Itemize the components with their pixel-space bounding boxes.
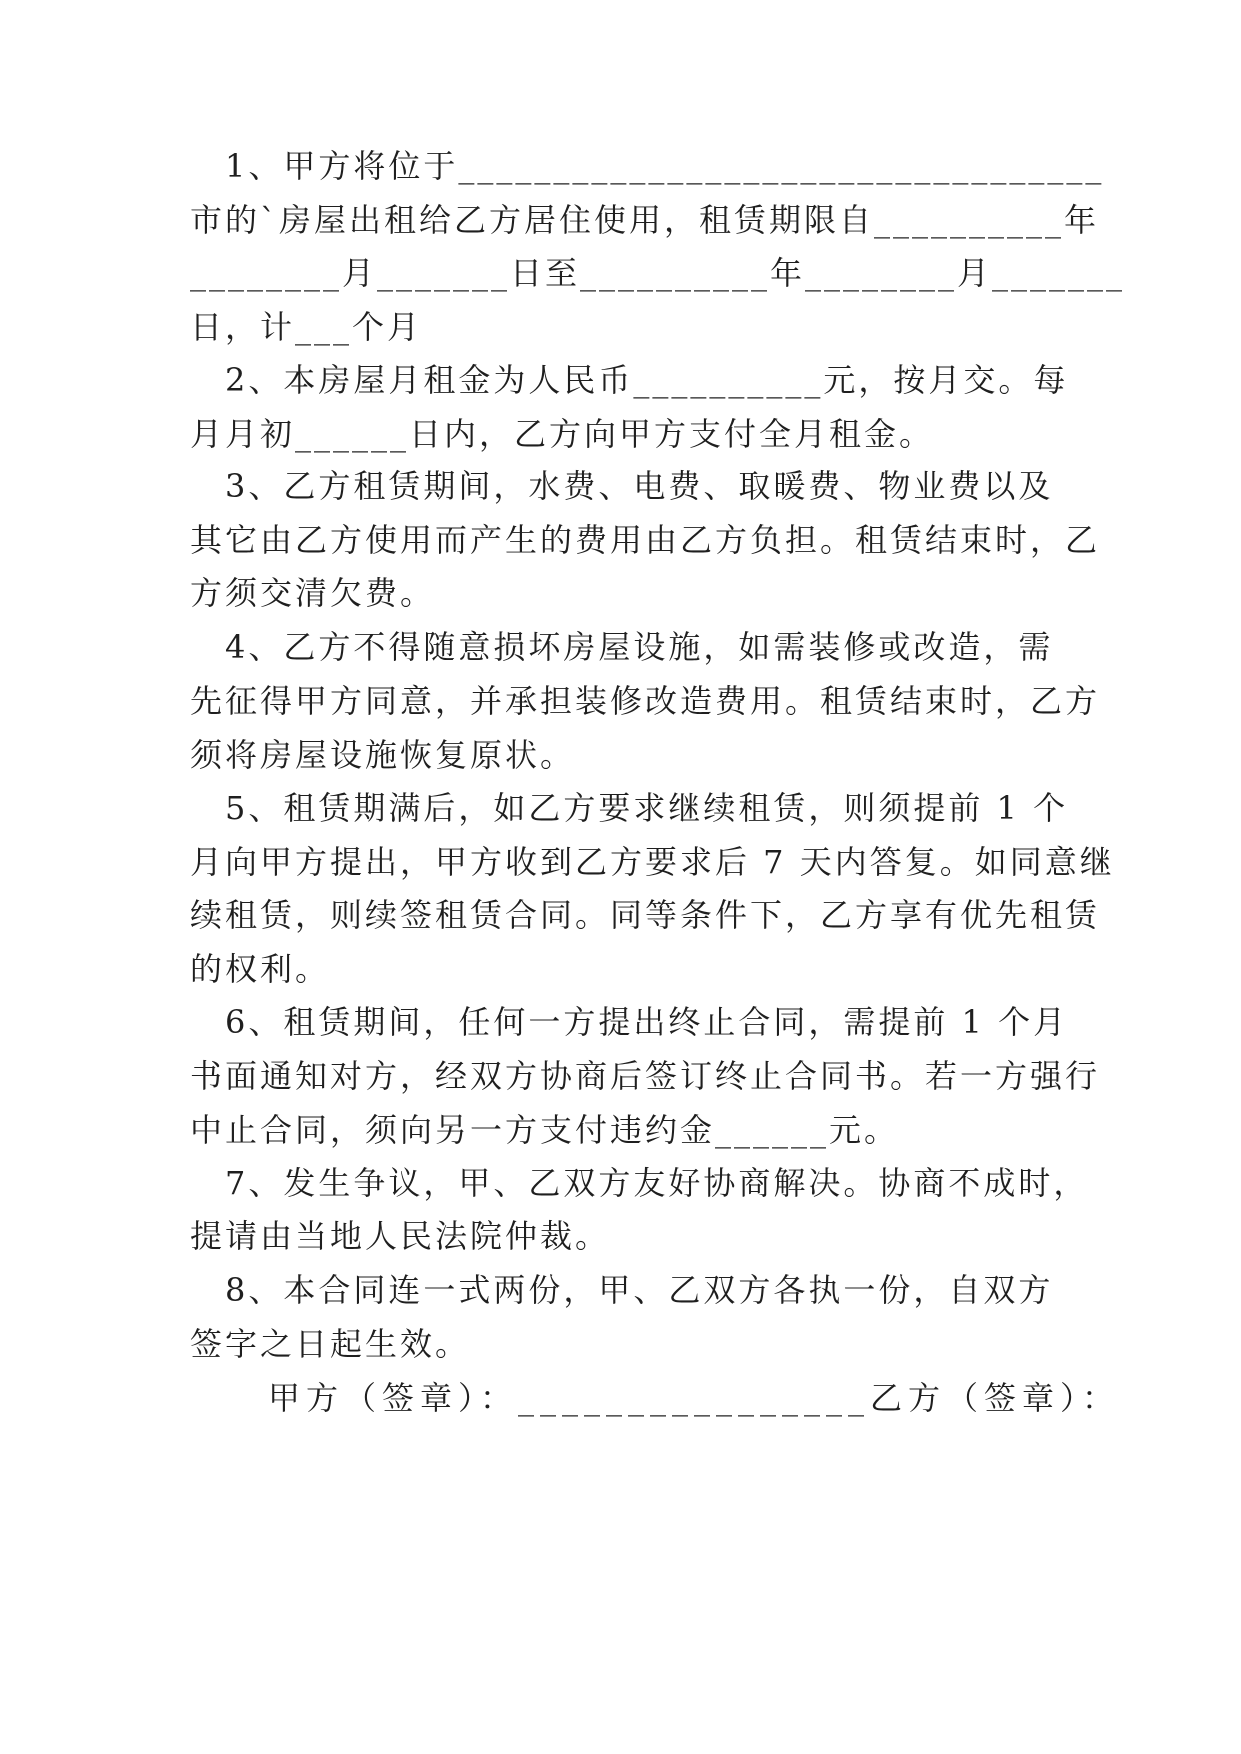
- clause-6-line-3: 中止合同，须向另一方支付违约金______元。: [190, 1111, 900, 1149]
- clause-6-line-2: 书面通知对方，经双方协商后签订终止合同书。若一方强行: [190, 1057, 1101, 1095]
- clause-3-line-2: 其它由乙方使用而产生的费用由乙方负担。租赁结束时，乙: [190, 521, 1101, 559]
- clause-8-line-1: 8、本合同连一式两份，甲、乙双方各执一份，自双方: [190, 1271, 1054, 1309]
- clause-5-line-3: 续租赁，则续签租赁合同。同等条件下，乙方享有优先租赁: [190, 896, 1101, 934]
- clause-1-line-2: 市的`房屋出租给乙方居住使用，租赁期限自__________年: [190, 201, 1100, 239]
- clause-2-line-2: 月月初______日内，乙方向甲方支付全月租金。: [190, 415, 935, 453]
- clause-7-line-2: 提请由当地人民法院仲裁。: [190, 1217, 611, 1255]
- clause-4-line-2: 先征得甲方同意，并承担装修改造费用。租赁结束时，乙方: [190, 682, 1101, 720]
- clause-5-line-1: 5、租赁期满后，如乙方要求继续租赁，则须提前 1 个: [190, 789, 1069, 827]
- clause-5-line-4: 的权利。: [190, 950, 331, 988]
- clause-8-line-2: 签字之日起生效。: [190, 1325, 471, 1363]
- clause-1-line-4: 日，计___个月: [190, 308, 423, 346]
- clause-1-line-1: 1、甲方将位于__________________________________: [190, 147, 1105, 185]
- clause-7-line-1: 7、发生争议，甲、乙双方友好协商解决。协商不成时，: [190, 1164, 1089, 1202]
- clause-3-line-3: 方须交清欠费。: [190, 574, 436, 612]
- clause-1-line-3: ________月_______日至__________年________月_______: [190, 254, 1126, 292]
- clause-5-line-2: 月向甲方提出，甲方收到乙方要求后 7 天内答复。如同意继: [190, 843, 1115, 881]
- clause-4-line-1: 4、乙方不得随意损坏房屋设施，如需装修或改造，需: [190, 628, 1054, 666]
- clause-4-line-3: 须将房屋设施恢复原状。: [190, 736, 576, 774]
- clause-2-line-1: 2、本房屋月租金为人民币__________元，按月交。每: [190, 361, 1069, 399]
- signature-line: 甲方（签章）：________________乙方（签章）：: [268, 1379, 1121, 1417]
- clause-3-line-1: 3、乙方租赁期间，水费、电费、取暖费、物业费以及: [190, 467, 1054, 505]
- clause-6-line-1: 6、租赁期间，任何一方提出终止合同，需提前 1 个月: [190, 1003, 1069, 1041]
